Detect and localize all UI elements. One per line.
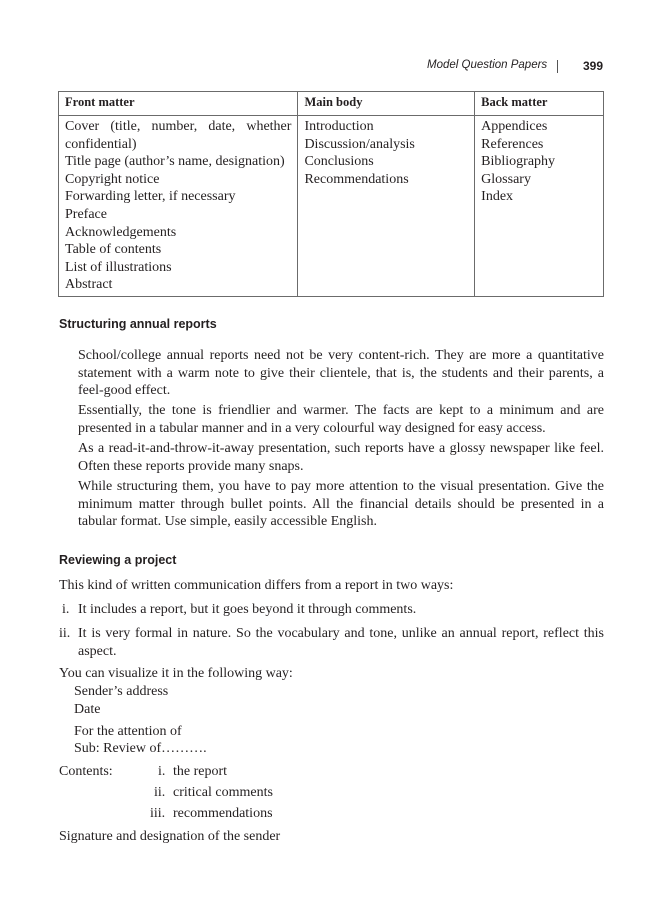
contents-marker: iii. xyxy=(150,806,166,821)
list-marker: ii. xyxy=(59,626,71,641)
paragraph: Essentially, the tone is friendlier and warmer. The facts are kept to a minimum and are presented in a tabular manner and in a very colourful way designed for easy access. xyxy=(78,403,604,436)
front-matter-item: Copyright notice xyxy=(65,171,160,187)
front-matter-item: Title page (author’s name, designation) xyxy=(65,154,285,170)
table-header-row xyxy=(59,92,604,116)
main-body-item: Discussion/analysis xyxy=(304,136,415,152)
report-structure-table xyxy=(58,91,604,297)
page-number: 399 xyxy=(583,59,604,73)
front-matter-cell xyxy=(59,116,298,297)
paragraph: As a read-it-and-throw-it-away presentation, such reports have a glossy newspaper like feel. Often these reports provide many snaps. xyxy=(78,441,604,474)
paragraph: While structuring them, you have to pay more attention to the visual presentation. Give the minimum matter through bullet points. All the financial details should be presented in a tabular format. Use simple, easily accessible English. xyxy=(78,479,604,530)
contents-item: recommendations xyxy=(173,806,273,821)
front-matter-item: Forwarding letter, if necessary xyxy=(65,189,236,205)
front-matter-item: Abstract xyxy=(65,277,113,293)
contents-marker: i. xyxy=(158,764,166,779)
main-body-cell xyxy=(298,116,475,297)
subject-line: Sub: Review of………. xyxy=(74,741,207,756)
back-matter-item: Appendices xyxy=(481,119,548,134)
header-divider xyxy=(557,60,558,73)
table-row xyxy=(59,116,604,297)
list-marker: i. xyxy=(62,602,70,617)
sender-address: Sender’s address xyxy=(74,684,169,699)
list-item-text: It includes a report, but it goes beyond it through comments. xyxy=(78,602,417,617)
back-matter-item: References xyxy=(481,136,544,152)
visualize-text: You can visualize it in the following way: xyxy=(59,666,293,681)
intro-text: This kind of written communication differs from a report in two ways: xyxy=(59,578,454,593)
back-matter-item: Glossary xyxy=(481,171,531,187)
contents-item: critical comments xyxy=(173,785,273,800)
front-matter-item: List of illustrations xyxy=(65,259,172,275)
back-matter-item: Index xyxy=(481,189,514,205)
signature-line: Signature and designation of the sender xyxy=(59,829,281,844)
main-body-item: Introduction xyxy=(304,119,374,134)
column-header-front-matter: Front matter xyxy=(59,92,298,116)
section-heading-annual-reports: Structuring annual reports xyxy=(59,317,217,331)
contents-label: Contents: xyxy=(59,764,113,779)
column-header-main-body: Main body xyxy=(298,92,475,116)
front-matter-item: Acknowledgements xyxy=(65,224,177,240)
paragraph: School/college annual reports need not be very content-rich. They are more a quantitative statement with a warm note to give their clientele, that is, the students and their parents, a feel-good effect. xyxy=(78,348,604,399)
attention-line: For the attention of xyxy=(74,724,182,739)
date-line: Date xyxy=(74,702,101,717)
main-body-item: Recommendations xyxy=(304,171,409,187)
back-matter-item: Bibliography xyxy=(481,154,556,170)
contents-item: the report xyxy=(173,764,228,779)
column-header-back-matter: Back matter xyxy=(475,92,604,116)
front-matter-item: Cover (title, number, date, whether confidential) xyxy=(65,119,292,152)
list-item-text: It is very formal in nature. So the vocabulary and tone, unlike an annual report, reflect this aspect. xyxy=(78,626,604,659)
contents-marker: ii. xyxy=(154,785,166,800)
running-title: Model Question Papers xyxy=(427,59,548,71)
back-matter-cell xyxy=(475,116,604,297)
front-matter-item: Table of contents xyxy=(65,242,162,258)
front-matter-item: Preface xyxy=(65,206,107,222)
section-heading-reviewing-project: Reviewing a project xyxy=(59,553,177,567)
main-body-item: Conclusions xyxy=(304,154,374,170)
